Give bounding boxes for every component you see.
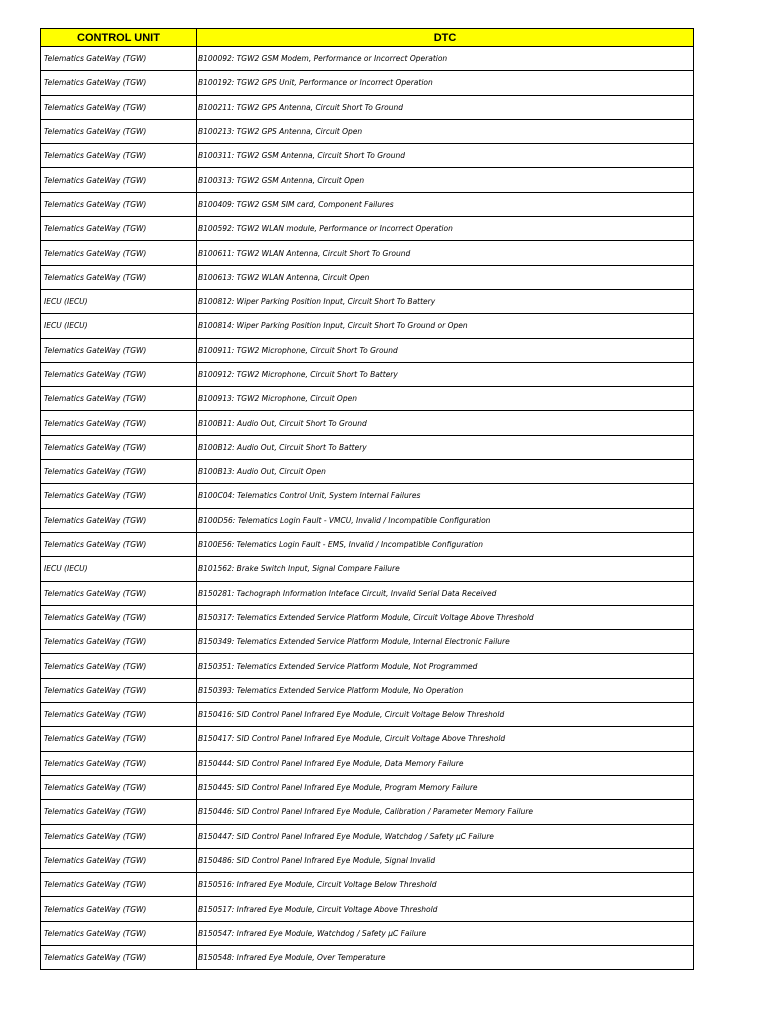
dtc-cell: B100409: TGW2 GSM SIM card, Component Failures [197, 192, 694, 216]
table-row [41, 387, 694, 411]
dtc-cell: B150447: SID Control Panel Infrared Eye Module, Watchdog / Safety µC Failure [197, 824, 694, 848]
table-row [41, 71, 694, 95]
table-row [41, 289, 694, 313]
dtc-cell: B100213: TGW2 GPS Antenna, Circuit Open [197, 119, 694, 143]
control-unit-cell: Telematics GateWay (TGW) [41, 703, 197, 727]
dtc-cell: B100912: TGW2 Microphone, Circuit Short To Battery [197, 362, 694, 386]
table-row [41, 217, 694, 241]
table-row [41, 581, 694, 605]
control-unit-cell: Telematics GateWay (TGW) [41, 435, 197, 459]
table-row [41, 144, 694, 168]
control-unit-cell: IECU (IECU) [41, 314, 197, 338]
table-row [41, 314, 694, 338]
dtc-cell: B100611: TGW2 WLAN Antenna, Circuit Short To Ground [197, 241, 694, 265]
header-dtc: DTC [197, 29, 694, 47]
table-row [41, 168, 694, 192]
table-row [41, 557, 694, 581]
control-unit-cell: Telematics GateWay (TGW) [41, 775, 197, 799]
control-unit-cell: Telematics GateWay (TGW) [41, 265, 197, 289]
control-unit-cell: Telematics GateWay (TGW) [41, 71, 197, 95]
table-row [41, 241, 694, 265]
dtc-cell: B100B12: Audio Out, Circuit Short To Battery [197, 435, 694, 459]
control-unit-cell: Telematics GateWay (TGW) [41, 654, 197, 678]
dtc-cell: B101562: Brake Switch Input, Signal Compare Failure [197, 557, 694, 581]
control-unit-cell: Telematics GateWay (TGW) [41, 338, 197, 362]
table-row [41, 775, 694, 799]
dtc-cell: B100D56: Telematics Login Fault - VMCU, Invalid / Incompatible Configuration [197, 508, 694, 532]
control-unit-cell: Telematics GateWay (TGW) [41, 144, 197, 168]
control-unit-cell: Telematics GateWay (TGW) [41, 119, 197, 143]
table-row [41, 484, 694, 508]
control-unit-cell: Telematics GateWay (TGW) [41, 460, 197, 484]
control-unit-cell: Telematics GateWay (TGW) [41, 727, 197, 751]
dtc-cell: B150281: Tachograph Information Inteface Circuit, Invalid Serial Data Received [197, 581, 694, 605]
table-row [41, 703, 694, 727]
control-unit-cell: Telematics GateWay (TGW) [41, 168, 197, 192]
dtc-cell: B100313: TGW2 GSM Antenna, Circuit Open [197, 168, 694, 192]
control-unit-cell: Telematics GateWay (TGW) [41, 848, 197, 872]
table-row [41, 460, 694, 484]
table-row [41, 921, 694, 945]
dtc-cell: B150416: SID Control Panel Infrared Eye Module, Circuit Voltage Below Threshold [197, 703, 694, 727]
control-unit-cell: IECU (IECU) [41, 289, 197, 313]
table-row [41, 800, 694, 824]
dtc-table [40, 28, 694, 970]
control-unit-cell: Telematics GateWay (TGW) [41, 532, 197, 556]
dtc-cell: B150351: Telematics Extended Service Platform Module, Not Programmed [197, 654, 694, 678]
table-row [41, 362, 694, 386]
control-unit-cell: Telematics GateWay (TGW) [41, 824, 197, 848]
dtc-cell: B150547: Infrared Eye Module, Watchdog / Safety µC Failure [197, 921, 694, 945]
control-unit-cell: Telematics GateWay (TGW) [41, 241, 197, 265]
table-row [41, 119, 694, 143]
control-unit-cell: Telematics GateWay (TGW) [41, 678, 197, 702]
control-unit-cell: Telematics GateWay (TGW) [41, 581, 197, 605]
dtc-cell: B150317: Telematics Extended Service Platform Module, Circuit Voltage Above Threshold [197, 605, 694, 629]
table-row [41, 848, 694, 872]
header-row [41, 29, 694, 47]
control-unit-cell: Telematics GateWay (TGW) [41, 508, 197, 532]
control-unit-cell: Telematics GateWay (TGW) [41, 605, 197, 629]
table-row [41, 678, 694, 702]
dtc-cell: B150516: Infrared Eye Module, Circuit Voltage Below Threshold [197, 873, 694, 897]
table-row [41, 751, 694, 775]
table-row [41, 411, 694, 435]
dtc-cell: B100613: TGW2 WLAN Antenna, Circuit Open [197, 265, 694, 289]
table-row [41, 727, 694, 751]
control-unit-cell: Telematics GateWay (TGW) [41, 484, 197, 508]
control-unit-cell: Telematics GateWay (TGW) [41, 411, 197, 435]
dtc-cell: B100092: TGW2 GSM Modem, Performance or Incorrect Operation [197, 47, 694, 71]
table-row [41, 265, 694, 289]
dtc-cell: B150393: Telematics Extended Service Platform Module, No Operation [197, 678, 694, 702]
dtc-cell: B100814: Wiper Parking Position Input, Circuit Short To Ground or Open [197, 314, 694, 338]
table-row [41, 897, 694, 921]
dtc-cell: B100913: TGW2 Microphone, Circuit Open [197, 387, 694, 411]
dtc-cell: B150349: Telematics Extended Service Platform Module, Internal Electronic Failure [197, 630, 694, 654]
table-row [41, 945, 694, 969]
table-row [41, 95, 694, 119]
table-row [41, 824, 694, 848]
control-unit-cell: Telematics GateWay (TGW) [41, 630, 197, 654]
table-row [41, 508, 694, 532]
dtc-cell: B100911: TGW2 Microphone, Circuit Short To Ground [197, 338, 694, 362]
dtc-cell: B150417: SID Control Panel Infrared Eye Module, Circuit Voltage Above Threshold [197, 727, 694, 751]
control-unit-cell: Telematics GateWay (TGW) [41, 800, 197, 824]
table-row [41, 338, 694, 362]
control-unit-cell: Telematics GateWay (TGW) [41, 945, 197, 969]
dtc-cell: B100211: TGW2 GPS Antenna, Circuit Short To Ground [197, 95, 694, 119]
table-row [41, 435, 694, 459]
control-unit-cell: Telematics GateWay (TGW) [41, 873, 197, 897]
control-unit-cell: Telematics GateWay (TGW) [41, 192, 197, 216]
dtc-cell: B150444: SID Control Panel Infrared Eye Module, Data Memory Failure [197, 751, 694, 775]
table-row [41, 192, 694, 216]
dtc-cell: B100311: TGW2 GSM Antenna, Circuit Short To Ground [197, 144, 694, 168]
dtc-cell: B150517: Infrared Eye Module, Circuit Voltage Above Threshold [197, 897, 694, 921]
control-unit-cell: IECU (IECU) [41, 557, 197, 581]
dtc-cell: B150446: SID Control Panel Infrared Eye Module, Calibration / Parameter Memory Failure [197, 800, 694, 824]
table-row [41, 873, 694, 897]
header-control-unit: CONTROL UNIT [41, 29, 197, 47]
control-unit-cell: Telematics GateWay (TGW) [41, 95, 197, 119]
dtc-cell: B100192: TGW2 GPS Unit, Performance or Incorrect Operation [197, 71, 694, 95]
table-body [41, 47, 694, 970]
control-unit-cell: Telematics GateWay (TGW) [41, 921, 197, 945]
table-row [41, 630, 694, 654]
control-unit-cell: Telematics GateWay (TGW) [41, 47, 197, 71]
table-row [41, 532, 694, 556]
dtc-cell: B150445: SID Control Panel Infrared Eye Module, Program Memory Failure [197, 775, 694, 799]
dtc-cell: B150548: Infrared Eye Module, Over Temperature [197, 945, 694, 969]
dtc-cell: B100592: TGW2 WLAN module, Performance or Incorrect Operation [197, 217, 694, 241]
table-row [41, 654, 694, 678]
control-unit-cell: Telematics GateWay (TGW) [41, 387, 197, 411]
dtc-cell: B100E56: Telematics Login Fault - EMS, Invalid / Incompatible Configuration [197, 532, 694, 556]
control-unit-cell: Telematics GateWay (TGW) [41, 217, 197, 241]
table-row [41, 47, 694, 71]
dtc-cell: B100B13: Audio Out, Circuit Open [197, 460, 694, 484]
control-unit-cell: Telematics GateWay (TGW) [41, 362, 197, 386]
control-unit-cell: Telematics GateWay (TGW) [41, 751, 197, 775]
table-row [41, 605, 694, 629]
dtc-cell: B100B11: Audio Out, Circuit Short To Ground [197, 411, 694, 435]
dtc-cell: B150486: SID Control Panel Infrared Eye Module, Signal Invalid [197, 848, 694, 872]
control-unit-cell: Telematics GateWay (TGW) [41, 897, 197, 921]
dtc-cell: B100812: Wiper Parking Position Input, Circuit Short To Battery [197, 289, 694, 313]
dtc-cell: B100C04: Telematics Control Unit, System Internal Failures [197, 484, 694, 508]
